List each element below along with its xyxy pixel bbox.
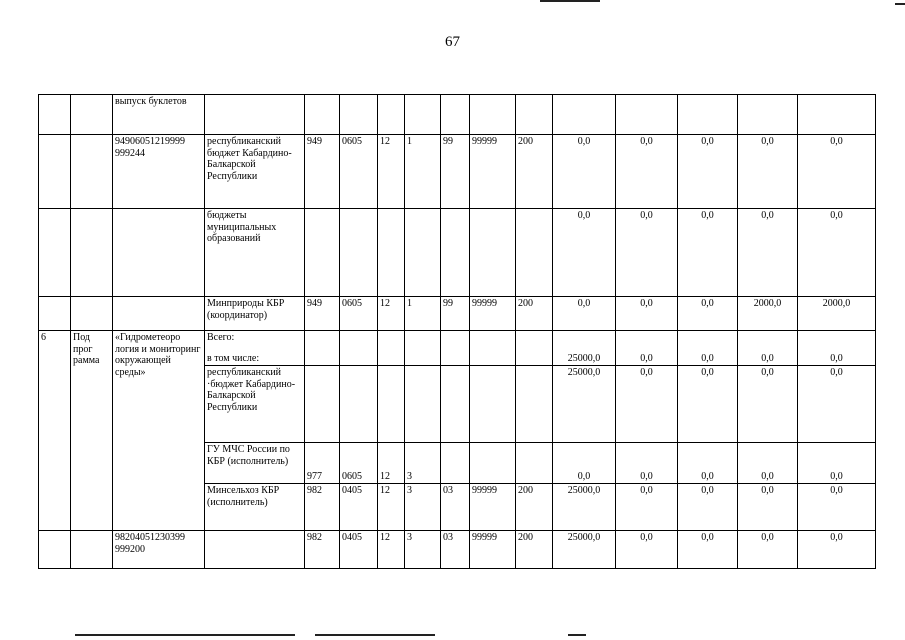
cell-value-2: 0,0 xyxy=(616,135,678,209)
cell-dir xyxy=(470,443,516,484)
cell-grbs xyxy=(305,95,340,135)
cell-value-3: 0,0 xyxy=(678,209,738,297)
cell-number xyxy=(39,95,71,135)
cell-rz: 0405 xyxy=(340,531,378,569)
cell-dir xyxy=(470,366,516,443)
cell-value-1: 25000,0 xyxy=(553,484,616,531)
cell-value-2: 0,0 xyxy=(616,297,678,331)
cell-prog: 12 xyxy=(378,531,405,569)
cell-value-3: 0,0 xyxy=(678,484,738,531)
cell-name: Минсельхоз КБР (исполнитель) xyxy=(205,484,305,531)
cell-grbs: 949 xyxy=(305,297,340,331)
cell-vr xyxy=(516,209,553,297)
cell-main: 99 xyxy=(441,297,470,331)
cell-value-3: 0,0 xyxy=(678,297,738,331)
cell-vr: 200 xyxy=(516,531,553,569)
table-row xyxy=(39,331,876,366)
cell-dir: 99999 xyxy=(470,135,516,209)
cell-dir: 99999 xyxy=(470,484,516,531)
cell-dir xyxy=(470,95,516,135)
cell-value-4: 0,0 xyxy=(738,531,798,569)
cell-value-4: 0,0 xyxy=(738,366,798,443)
scan-artifact-bottom-3 xyxy=(568,634,586,636)
cell-value-5: 0,0 xyxy=(798,443,876,484)
cell-prog: 12 xyxy=(378,297,405,331)
cell-grbs xyxy=(305,366,340,443)
table-row xyxy=(39,297,876,331)
cell-number xyxy=(39,135,71,209)
cell-sub: 1 xyxy=(405,135,441,209)
cell-value-5: 2000,0 xyxy=(798,297,876,331)
cell-main xyxy=(441,443,470,484)
cell-code xyxy=(113,209,205,297)
cell-grbs: 982 xyxy=(305,531,340,569)
cell-sub: 3 xyxy=(405,484,441,531)
cell-value-1: 25000,0 xyxy=(553,531,616,569)
cell-vr: 200 xyxy=(516,297,553,331)
cell-value-2: 0,0 xyxy=(616,443,678,484)
cell-type xyxy=(71,531,113,569)
cell-value-1: 0,0 xyxy=(553,297,616,331)
cell-value-4: 2000,0 xyxy=(738,297,798,331)
cell-name: Минприроды КБР (координатор) xyxy=(205,297,305,331)
scan-artifact-bottom-1 xyxy=(75,634,295,636)
cell-dir: 99999 xyxy=(470,297,516,331)
cell-grbs xyxy=(305,331,340,366)
cell-number xyxy=(39,297,71,331)
budget-table xyxy=(38,94,876,569)
cell-sub xyxy=(405,209,441,297)
cell-value-5: 0,0 xyxy=(798,366,876,443)
cell-name: республиканский ·бюджет Кабардино-Балкарской Республики xyxy=(205,366,305,443)
cell-main: 03 xyxy=(441,484,470,531)
cell-value-1: 25000,0 xyxy=(553,331,616,366)
cell-vr: 200 xyxy=(516,135,553,209)
cell-value-1: 0,0 xyxy=(553,135,616,209)
cell-value-4: 0,0 xyxy=(738,135,798,209)
cell-value-5: 0,0 xyxy=(798,484,876,531)
cell-type xyxy=(71,209,113,297)
cell-grbs: 982 xyxy=(305,484,340,531)
cell-value-2: 0,0 xyxy=(616,366,678,443)
cell-value-4: 0,0 xyxy=(738,209,798,297)
cell-prog xyxy=(378,366,405,443)
cell-value-3 xyxy=(678,95,738,135)
cell-value-5: 0,0 xyxy=(798,209,876,297)
cell-prog xyxy=(378,209,405,297)
cell-vr: 200 xyxy=(516,484,553,531)
total-label: Всего: xyxy=(207,332,235,343)
table-row xyxy=(39,531,876,569)
cell-main xyxy=(441,366,470,443)
scan-artifact-top xyxy=(540,0,600,2)
cell-value-5: 0,0 xyxy=(798,135,876,209)
table-row xyxy=(39,95,876,135)
cell-value-2: 0,0 xyxy=(616,331,678,366)
cell-value-3: 0,0 xyxy=(678,135,738,209)
cell-number xyxy=(39,209,71,297)
cell-code: выпуск буклетов xyxy=(113,95,205,135)
cell-dir xyxy=(470,209,516,297)
cell-value-1 xyxy=(553,95,616,135)
cell-value-4 xyxy=(738,95,798,135)
cell-name: ГУ МЧС России по КБР (исполнитель) xyxy=(205,443,305,484)
cell-prog: 12 xyxy=(378,484,405,531)
cell-vr xyxy=(516,443,553,484)
cell-value-5 xyxy=(798,95,876,135)
cell-main xyxy=(441,95,470,135)
cell-prog xyxy=(378,95,405,135)
cell-main: 03 xyxy=(441,531,470,569)
cell-value-2: 0,0 xyxy=(616,484,678,531)
cell-grbs: 949 xyxy=(305,135,340,209)
cell-rz xyxy=(340,331,378,366)
table-row xyxy=(39,209,876,297)
cell-value-3: 0,0 xyxy=(678,366,738,443)
cell-grbs: 977 xyxy=(305,443,340,484)
scan-artifact-bottom-2 xyxy=(315,634,435,636)
cell-code: 94906051219999 999244 xyxy=(113,135,205,209)
table-row xyxy=(39,135,876,209)
cell-name: бюджеты муниципальных образований xyxy=(205,209,305,297)
cell-main xyxy=(441,209,470,297)
cell-value-2: 0,0 xyxy=(616,531,678,569)
cell-vr xyxy=(516,366,553,443)
page-number: 67 xyxy=(445,34,460,50)
cell-value-4: 0,0 xyxy=(738,484,798,531)
cell-rz: 0605 xyxy=(340,135,378,209)
cell-name xyxy=(205,531,305,569)
cell-value-1: 0,0 xyxy=(553,209,616,297)
cell-main xyxy=(441,331,470,366)
cell-value-5: 0,0 xyxy=(798,531,876,569)
cell-sub: 3 xyxy=(405,443,441,484)
cell-rz: 0605 xyxy=(340,297,378,331)
cell-name xyxy=(205,95,305,135)
cell-rz: 0605 xyxy=(340,443,378,484)
cell-value-1: 0,0 xyxy=(553,443,616,484)
cell-value-3: 0,0 xyxy=(678,443,738,484)
cell-rz xyxy=(340,366,378,443)
cell-vr xyxy=(516,331,553,366)
cell-code: «Гидрометеоро логия и мониторинг окружающей среды» xyxy=(113,331,205,531)
cell-sub: 1 xyxy=(405,297,441,331)
cell-type xyxy=(71,297,113,331)
cell-main: 99 xyxy=(441,135,470,209)
cell-sub xyxy=(405,95,441,135)
cell-prog xyxy=(378,331,405,366)
cell-value-5: 0,0 xyxy=(798,331,876,366)
cell-type xyxy=(71,95,113,135)
cell-sub xyxy=(405,331,441,366)
cell-name xyxy=(205,331,305,366)
cell-prog: 12 xyxy=(378,135,405,209)
cell-rz xyxy=(340,209,378,297)
cell-value-2: 0,0 xyxy=(616,209,678,297)
cell-rz xyxy=(340,95,378,135)
cell-code xyxy=(113,297,205,331)
cell-type xyxy=(71,135,113,209)
cell-number xyxy=(39,531,71,569)
cell-value-3: 0,0 xyxy=(678,331,738,366)
cell-grbs xyxy=(305,209,340,297)
including-label: в том числе: xyxy=(207,352,260,364)
cell-code: 98204051230399 999200 xyxy=(113,531,205,569)
cell-sub xyxy=(405,366,441,443)
cell-type: Под прог рамма xyxy=(71,331,113,531)
cell-vr xyxy=(516,95,553,135)
scan-artifact-top-right xyxy=(895,3,905,5)
cell-number: 6 xyxy=(39,331,71,531)
cell-value-3: 0,0 xyxy=(678,531,738,569)
cell-value-2 xyxy=(616,95,678,135)
cell-rz: 0405 xyxy=(340,484,378,531)
cell-value-4: 0,0 xyxy=(738,331,798,366)
cell-sub: 3 xyxy=(405,531,441,569)
cell-value-4: 0,0 xyxy=(738,443,798,484)
cell-value-1: 25000,0 xyxy=(553,366,616,443)
cell-name: республиканский бюджет Кабардино-Балкарской Республики xyxy=(205,135,305,209)
cell-dir: 99999 xyxy=(470,531,516,569)
cell-dir xyxy=(470,331,516,366)
cell-prog: 12 xyxy=(378,443,405,484)
